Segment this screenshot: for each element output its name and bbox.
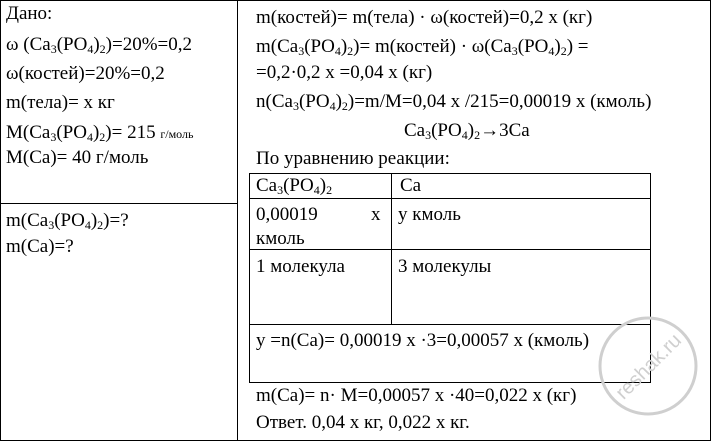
reaction-equation: $Ca_3(PO_4)_2\to 3Ca$ xyxy=(404,120,530,142)
solution-line-1: m(костей)= m(тела) · ω(костей)=0,2 x (кг) xyxy=(256,7,593,28)
given-line-5: M(Ca)= 40 г/моль xyxy=(6,147,149,168)
column-divider xyxy=(237,0,238,441)
table-result: y =n(Ca)= 0,00019 x ·3=0,00057 x (кмоль) xyxy=(256,330,590,351)
given-line-2: ω(костей)=20%=0,2 xyxy=(6,63,165,84)
table-r2-left: 1 молекула xyxy=(256,256,345,277)
given-find-divider xyxy=(0,203,238,204)
find-line-2: m(Ca)=? xyxy=(6,236,74,257)
given-line-4: $M(Ca_3(PO_4)_2)= 215$ г/моль xyxy=(6,122,194,144)
table-header-left: $Ca_3(PO_4)_2$ xyxy=(256,175,333,197)
given-line-1: ω $(Ca_3(PO_4)_2)=20\%=0,2$ xyxy=(6,34,192,56)
solution-line-2: $m(Ca_3(PO_4)_2)=$ m(костей) · $\omega(Ca_3(PO_4)_2)$ = xyxy=(256,36,589,58)
solution-line-7: m(Ca)= n· M=0,00057 x ·40=0,022 x (кг) xyxy=(256,385,577,406)
table-header-right: Ca xyxy=(400,175,422,196)
watermark-logo xyxy=(593,311,703,421)
table-r1-right: y кмоль xyxy=(398,204,461,225)
given-title: Дано: xyxy=(6,3,53,24)
answer-line: Ответ. 0,04 x кг, 0,022 x кг. xyxy=(256,412,470,433)
table-row-divider xyxy=(250,249,650,250)
reaction-intro: По уравнению реакции: xyxy=(256,148,450,169)
table-r1-left-unit: кмоль xyxy=(256,228,305,249)
given-line-3: m(тела)= x кг xyxy=(6,92,115,113)
table-r2-right: 3 молекулы xyxy=(398,256,492,277)
table-r1-left-value: 0,00019 xyxy=(256,204,318,225)
find-line-1: $m(Ca_3(PO_4)_2)=$? xyxy=(6,210,129,232)
table-row-divider xyxy=(250,324,650,325)
watermark-text: reshak.ru xyxy=(611,329,686,404)
table-r1-left-var: x xyxy=(371,204,381,225)
solution-line-3: =0,2·0,2 x =0,04 x (кг) xyxy=(256,62,433,83)
solution-line-4: $n(Ca_3(PO_4)_2)=m/M=0,04$ x /215=0,00019 x (кмоль) xyxy=(256,91,652,113)
table-row-divider xyxy=(250,198,650,199)
